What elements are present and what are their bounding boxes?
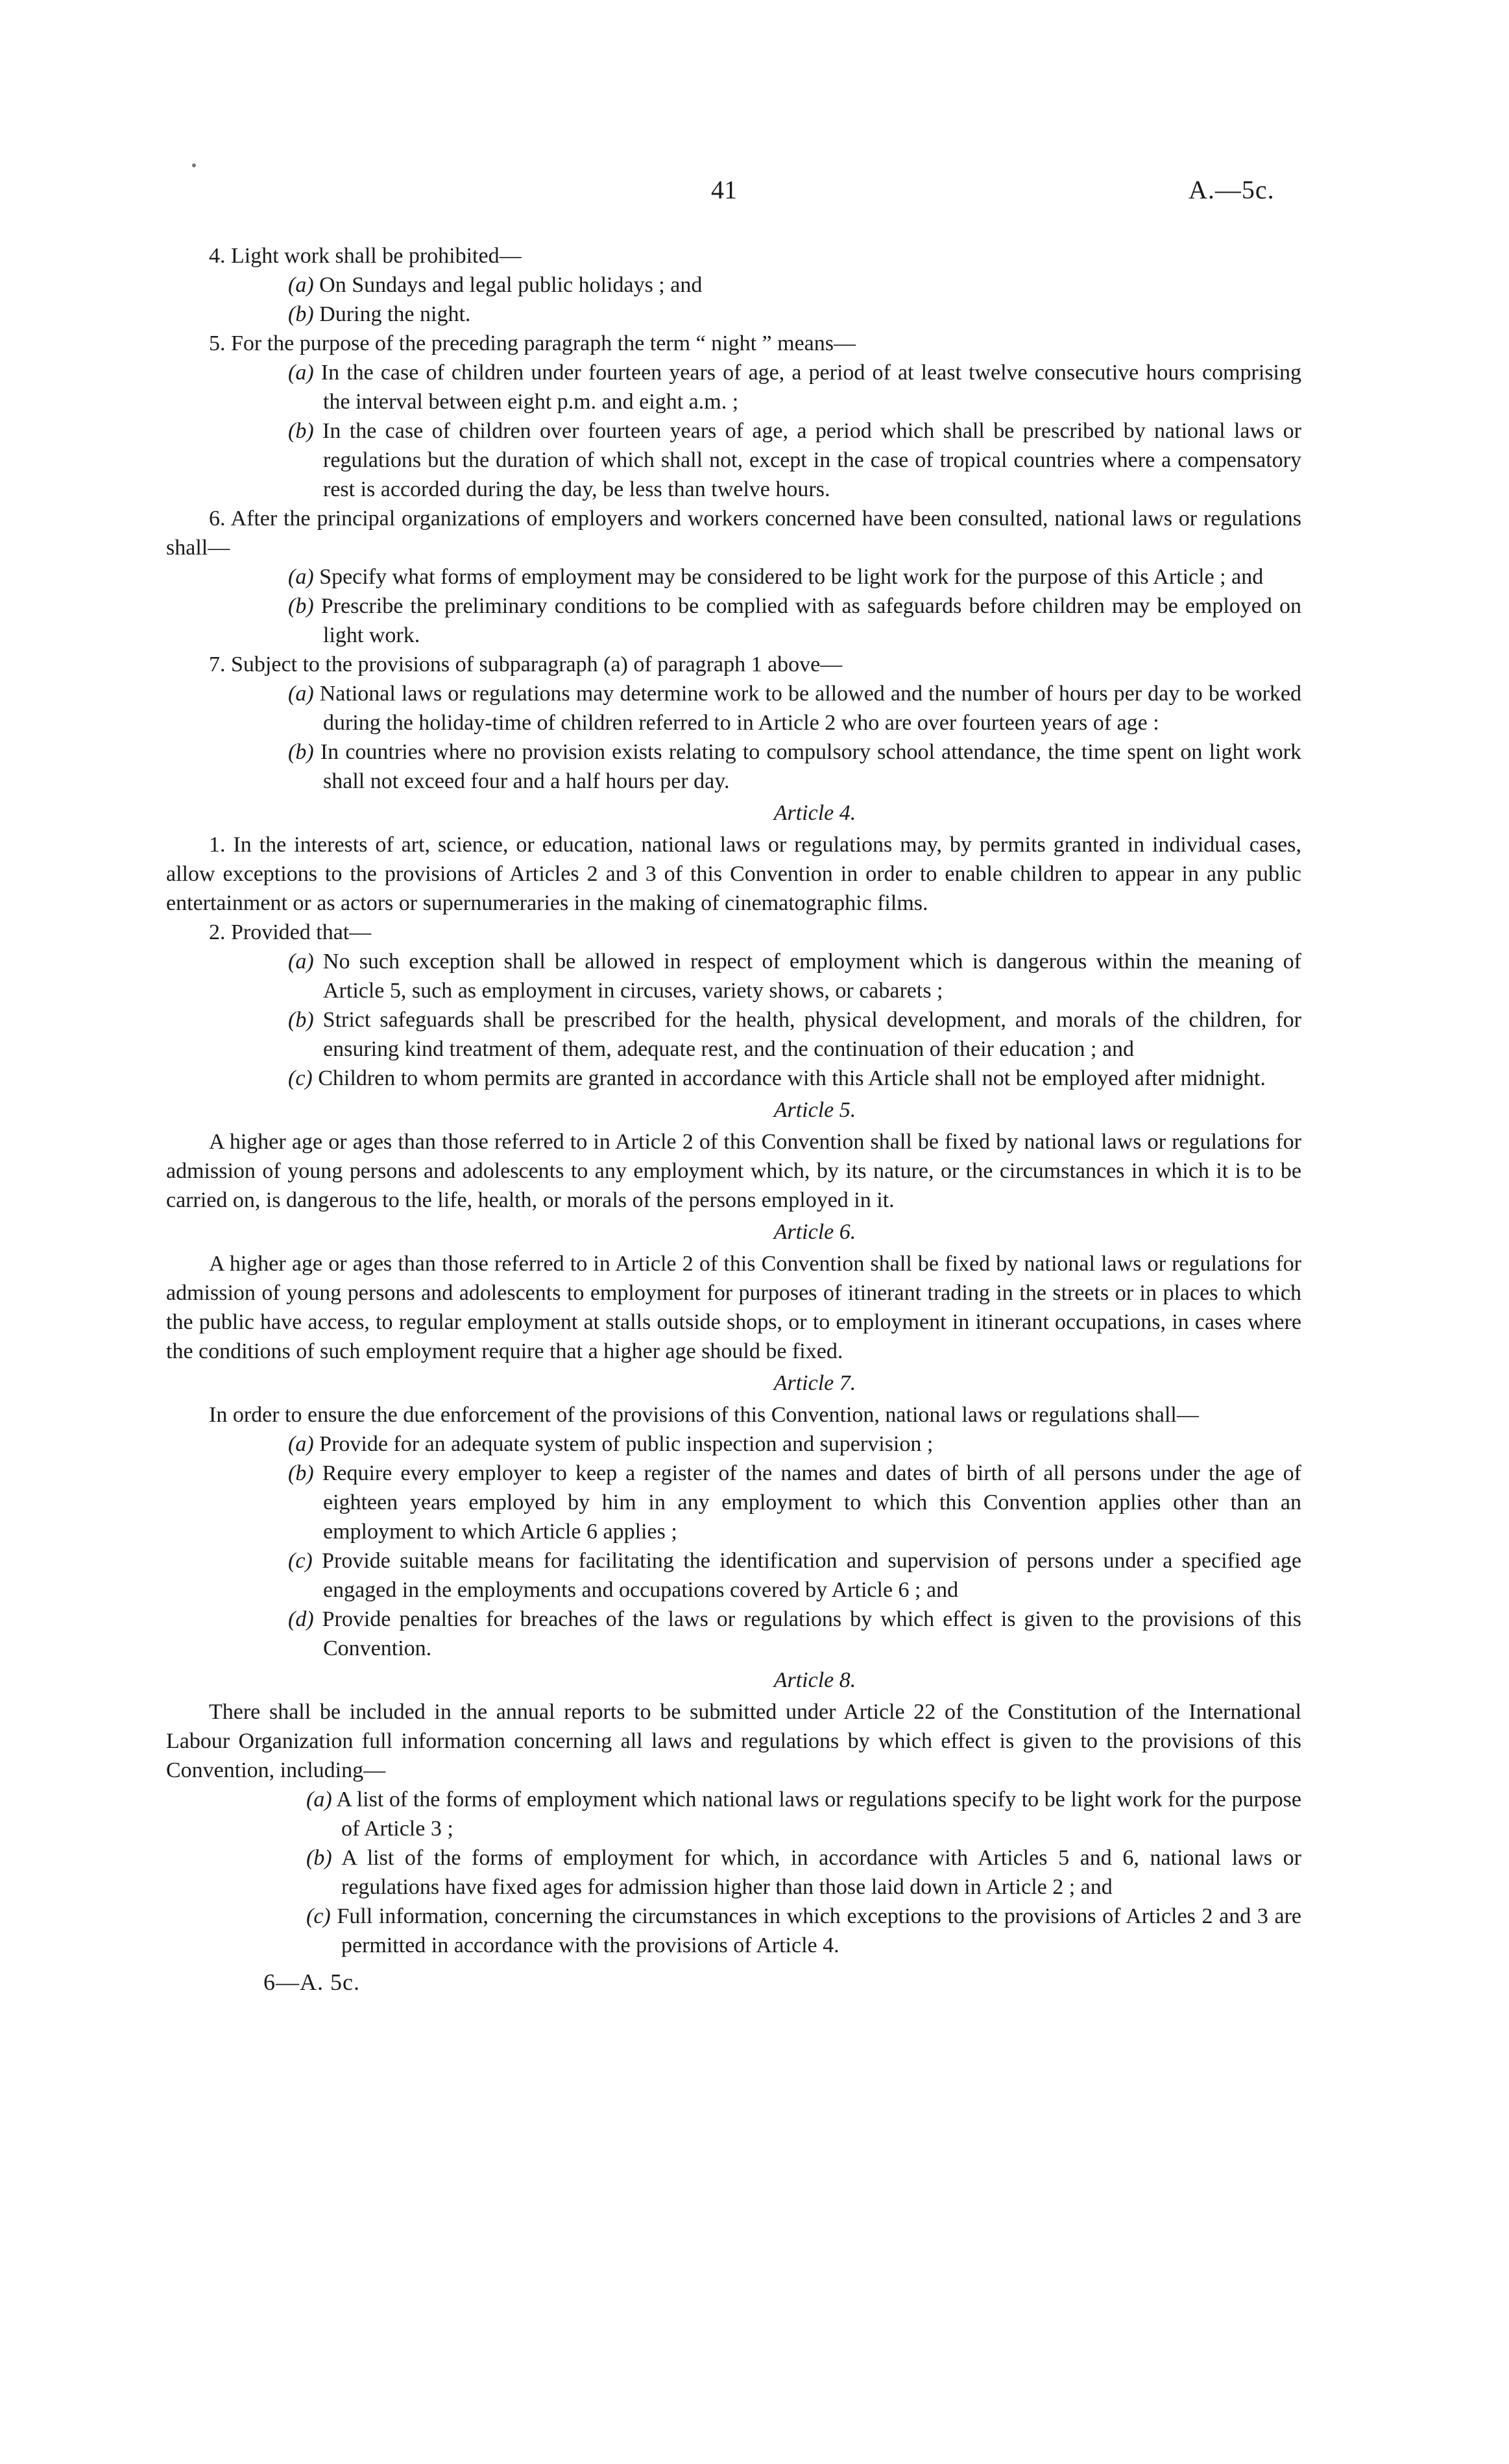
sub-item-text: Children to whom permits are granted in accordance with this Article shall not be employed after midnight. bbox=[312, 1066, 1266, 1090]
sub-item bbox=[166, 1843, 1301, 1902]
sub-item-text: A list of the forms of employment for which, in accordance with Articles 5 and 6, national laws or regulations have fixed ages for admission higher than those laid down in Article 2 ; and bbox=[332, 1846, 1301, 1899]
paragraph: 6. After the principal organizations of employers and workers concerned have been consulted, national laws or regulations shall— bbox=[166, 507, 1301, 560]
sub-item bbox=[166, 300, 1301, 329]
sub-item-label: (b) bbox=[288, 302, 314, 326]
article-heading: Article 5. bbox=[773, 1098, 856, 1122]
page-header bbox=[0, 156, 1509, 204]
sub-item-text: Full information, concerning the circumstances in which exceptions to the provisions of Articles 2 and 3 are permitted in accordance with the provisions of Article 4. bbox=[330, 1904, 1301, 1957]
sub-item-label: (a) bbox=[288, 273, 314, 297]
sub-item-label: (a) bbox=[306, 1788, 332, 1812]
sub-item-text: Prescribe the preliminary conditions to be complied with as safeguards before children may be employed on light work. bbox=[313, 594, 1301, 647]
sub-item-label: (b) bbox=[288, 594, 314, 618]
sub-item-text: A list of the forms of employment which national laws or regulations specify to be light work for the purpose of Article 3 ; bbox=[332, 1788, 1301, 1841]
sub-item bbox=[166, 737, 1301, 796]
sub-item-label: (b) bbox=[288, 1461, 314, 1485]
sub-item-text: No such exception shall be allowed in respect of employment which is dangerous within the meaning of Article 5, such as employment in circuses, variety shows, or cabarets ; bbox=[313, 950, 1301, 1003]
paragraph: 5. For the purpose of the preceding paragraph the term “ night ” means— bbox=[209, 331, 856, 355]
sub-item-text: Provide penalties for breaches of the laws or regulations by which effect is given to the provisions of this Convention. bbox=[313, 1607, 1301, 1660]
sub-item-label: (b) bbox=[288, 1008, 314, 1032]
paragraph: 1. In the interests of art, science, or education, national laws or regulations may, by permits granted in individual cases, allow exceptions to the provisions of Articles 2 and 3 of this Convention in order to enable children to appear in any public entertainment or as actors or supernumeraries in the making of cinematographic films. bbox=[166, 833, 1301, 915]
sub-item bbox=[166, 1005, 1301, 1064]
sub-item-text: During the night. bbox=[313, 302, 471, 326]
sub-item-label: (a) bbox=[288, 361, 314, 385]
sub-item-label: (c) bbox=[288, 1066, 313, 1090]
sub-item-label: (a) bbox=[288, 1432, 314, 1456]
sub-item-label: (b) bbox=[288, 419, 314, 443]
sub-item-text: Provide suitable means for facilitating the identification and supervision of persons under a specified age engaged in the employments and occupations covered by Article 6 ; and bbox=[312, 1549, 1301, 1602]
paragraph: A higher age or ages than those referred to in Article 2 of this Convention shall be fixed by national laws or regulations for admission of young persons and adolescents to any employment which, by its nature, or the circumstances in which it is to be carried on, is dangerous to the life, health, or morals of the persons employed in it. bbox=[166, 1130, 1301, 1212]
paragraph: There shall be included in the annual reports to be submitted under Article 22 of the Constitution of the International Labour Organization full information concerning all laws and regulations by which effect is given to the provisions of this Convention, including— bbox=[166, 1700, 1301, 1782]
footer-signature: 6—A. 5c. bbox=[263, 1969, 360, 1995]
document-reference: A.—5c. bbox=[1189, 175, 1275, 204]
sub-item-text: Provide for an adequate system of public inspection and supervision ; bbox=[313, 1432, 934, 1456]
sub-item bbox=[166, 416, 1301, 504]
sub-item-label: (a) bbox=[288, 682, 314, 706]
sub-item-label: (a) bbox=[288, 950, 314, 974]
sub-item-text: National laws or regulations may determine work to be allowed and the number of hours per day to be worked during the holiday-time of children referred to in Article 2 who are over fourteen years of age : bbox=[313, 682, 1301, 735]
sub-item-text: Require every employer to keep a register of the names and dates of birth of all persons under the age of eighteen years employed by him in any employment to which this Convention applies other than an employment to which Article 6 applies ; bbox=[313, 1461, 1301, 1544]
article-heading: Article 7. bbox=[773, 1371, 856, 1395]
sub-item bbox=[166, 1902, 1301, 1960]
sub-item-label: (b) bbox=[288, 740, 314, 764]
sub-item bbox=[166, 947, 1301, 1005]
sub-item-text: In the case of children over fourteen years of age, a period which shall be prescribed by national laws or regulations but the duration of which shall not, except in the case of tropical countries where a compensatory rest is accorded during the day, be less than twelve hours. bbox=[313, 419, 1301, 501]
sub-item bbox=[166, 270, 1301, 300]
paragraph: 2. Provided that— bbox=[209, 920, 372, 944]
sub-item bbox=[166, 679, 1301, 737]
article-heading: Article 8. bbox=[773, 1668, 856, 1692]
paragraph: In order to ensure the due enforcement of the provisions of this Convention, national laws or regulations shall— bbox=[209, 1403, 1199, 1427]
paragraph: A higher age or ages than those referred to in Article 2 of this Convention shall be fixed by national laws or regulations for admission of young persons and adolescents to employment for purposes of itinerant trading in the streets or in places to which the public have access, to regular employment at stalls outside shops, or to employment in itinerant occupations, in cases where the conditions of such employment require that a higher age should be fixed. bbox=[166, 1252, 1301, 1363]
sub-item bbox=[166, 1429, 1301, 1459]
sub-item-text: In the case of children under fourteen years of age, a period of at least twelve consecutive hours comprising the interval between eight p.m. and eight a.m. ; bbox=[313, 361, 1301, 414]
sub-item bbox=[166, 1064, 1301, 1093]
sub-item-text: In countries where no provision exists relating to compulsory school attendance, the time spent on light work shall not exceed four and a half hours per day. bbox=[313, 740, 1301, 793]
sub-item-text: On Sundays and legal public holidays ; and bbox=[313, 273, 703, 297]
paragraph: 4. Light work shall be prohibited— bbox=[209, 244, 522, 268]
sub-item bbox=[166, 358, 1301, 416]
sub-item-label: (c) bbox=[288, 1549, 313, 1573]
sub-item-label: (a) bbox=[288, 565, 314, 589]
sub-item bbox=[166, 592, 1301, 650]
sub-item bbox=[166, 562, 1301, 592]
article-heading: Article 6. bbox=[773, 1220, 856, 1244]
sub-item bbox=[166, 1546, 1301, 1605]
paragraph: 7. Subject to the provisions of subparagraph (a) of paragraph 1 above— bbox=[209, 652, 843, 676]
page-number: 41 bbox=[711, 175, 737, 204]
sub-item-label: (c) bbox=[306, 1904, 331, 1928]
sub-item bbox=[166, 1459, 1301, 1546]
sub-item-text: Specify what forms of employment may be considered to be light work for the purpose of this Article ; and bbox=[313, 565, 1264, 589]
document-body bbox=[166, 241, 1301, 1997]
sub-item bbox=[166, 1785, 1301, 1843]
sub-item bbox=[166, 1605, 1301, 1663]
sub-item-label: (b) bbox=[306, 1846, 332, 1870]
article-heading: Article 4. bbox=[773, 801, 856, 825]
sub-item-label: (d) bbox=[288, 1607, 314, 1631]
sub-item-text: Strict safeguards shall be prescribed for the health, physical development, and morals of the children, for ensuring kind treatment of them, adequate rest, and the continuation of their education ; and bbox=[313, 1008, 1301, 1061]
